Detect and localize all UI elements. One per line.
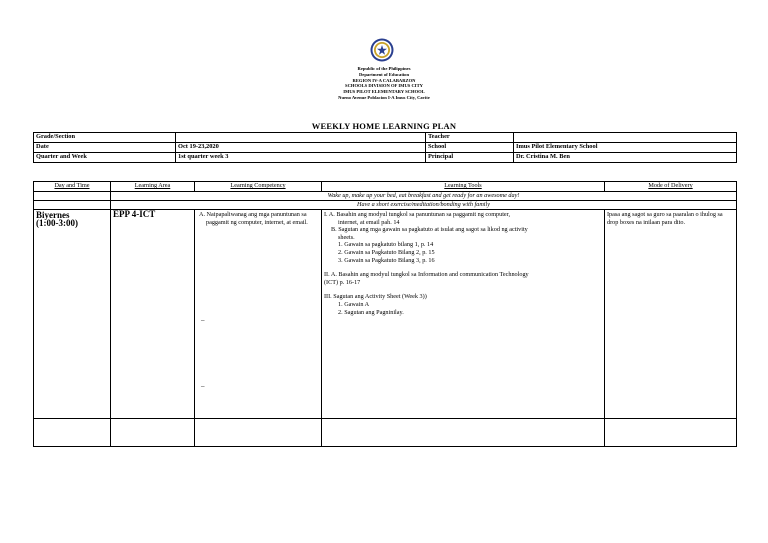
tools-i-a-cont: internet, at email pah. 14 — [338, 218, 400, 226]
quarter-value: 1st quarter week 3 — [176, 153, 426, 163]
document-title: WEEKLY HOME LEARNING PLAN — [311, 121, 457, 131]
letterhead-line: Nueno Avenue Poblacion I-A Imus City, Cavite — [338, 94, 430, 100]
mode-of-delivery-cell: Ipasa ang sagot sa guro sa paaralan o ihulog sa drop boxes na inilaan para dito. — [605, 210, 737, 419]
learning-area-cell: EPP 4-ICT — [111, 210, 195, 419]
blank-cell — [195, 419, 322, 447]
grade-value — [176, 133, 426, 143]
table-header-row — [34, 182, 737, 192]
learning-tools-cell — [322, 210, 605, 419]
letterhead-line: Republic of the Philippines — [357, 66, 411, 71]
letterhead-line: SCHOOLS DIVISION OF IMUS CITY — [345, 83, 423, 89]
letterhead-line: Department of Education — [358, 71, 410, 77]
header-learning-tools: Learning Tools — [322, 182, 605, 192]
teacher-label: Teacher — [426, 133, 514, 143]
day-label: Biyernes — [36, 210, 70, 220]
list-item: 1. Gawain sa pagkatuto bilang 1, p. 14 — [338, 241, 434, 249]
header-learning-competency: Learning Competency — [195, 182, 322, 192]
grade-label: Grade/Section — [34, 133, 176, 143]
letterhead-line: IMUS PILOT ELEMENTARY SCHOOL — [343, 89, 425, 95]
blank-cell — [322, 419, 605, 447]
header-mode-of-delivery: Mode of Delivery — [605, 182, 737, 192]
principal-value: Dr. Cristina M. Ben — [514, 153, 737, 163]
date-value: Oct 19-23,2020 — [176, 143, 426, 153]
school-label: School — [426, 143, 514, 153]
blank-cell — [111, 419, 195, 447]
quarter-label: Quarter and Week — [34, 153, 176, 163]
exercise-message: Have a short exercise/meditation/bonding with family — [111, 201, 737, 210]
learning-plan-table — [33, 181, 737, 447]
info-table — [33, 132, 737, 163]
morning-message: Wake up, make up your bed, eat breakfast and get ready for an awesome day! — [111, 192, 737, 201]
tools-iii: III. Sagutan ang Activity Sheet (Week 3)) — [324, 293, 427, 301]
blank-cell — [34, 419, 111, 447]
list-item: 1. Gawain A — [338, 300, 370, 308]
list-item: 3. Gawain sa Pagkatuto Bilang 3, p. 16 — [338, 256, 435, 264]
tools-i-b-cont: sheets. — [338, 233, 355, 241]
teacher-value — [514, 133, 737, 143]
list-item: 2. Gawain sa Pagkatuto Bilang 2, p. 15 — [338, 248, 435, 256]
letterhead-line: REGION IV-A CALABARZON — [352, 77, 416, 83]
letterhead — [284, 66, 484, 101]
date-label: Date — [34, 143, 176, 153]
table-row — [34, 419, 737, 447]
list-item: 2. Sagutan ang Pagninilay. — [338, 308, 404, 316]
learning-competency-cell — [195, 210, 322, 419]
table-row — [34, 210, 737, 419]
tools-ii-a: II. A. Basahin ang modyul tungkol sa Information and communication Technology — [324, 271, 529, 279]
dash-mark: – — [201, 316, 205, 324]
tools-i-b: B. Sagutan ang mga gawain sa pagkatuto at isulat ang sagot sa likod ng activity — [331, 226, 528, 234]
dash-mark: – — [201, 382, 205, 390]
principal-label: Principal — [426, 153, 514, 163]
school-value: Imus Pilot Elementary School — [514, 143, 737, 153]
day-time-cell — [34, 210, 111, 419]
tools-i-a: I. A. Basahin ang modyul tungkol sa panuntunan sa paggamit ng computer, — [324, 211, 511, 218]
deped-seal-icon — [370, 38, 394, 62]
tools-ii-a-cont: (ICT) p. 16-17 — [324, 278, 361, 286]
time-label: (1:00-3:00) — [36, 217, 78, 228]
competency-text: A. Naipapaliwanag ang mga panuntunan sa paggamit ng computer, internet, at email. — [199, 211, 308, 226]
header-learning-area: Learning Area — [111, 182, 195, 192]
blank-cell — [34, 192, 111, 201]
blank-cell — [34, 201, 111, 210]
header-day-time: Day and Time — [34, 182, 111, 192]
blank-cell — [605, 419, 737, 447]
